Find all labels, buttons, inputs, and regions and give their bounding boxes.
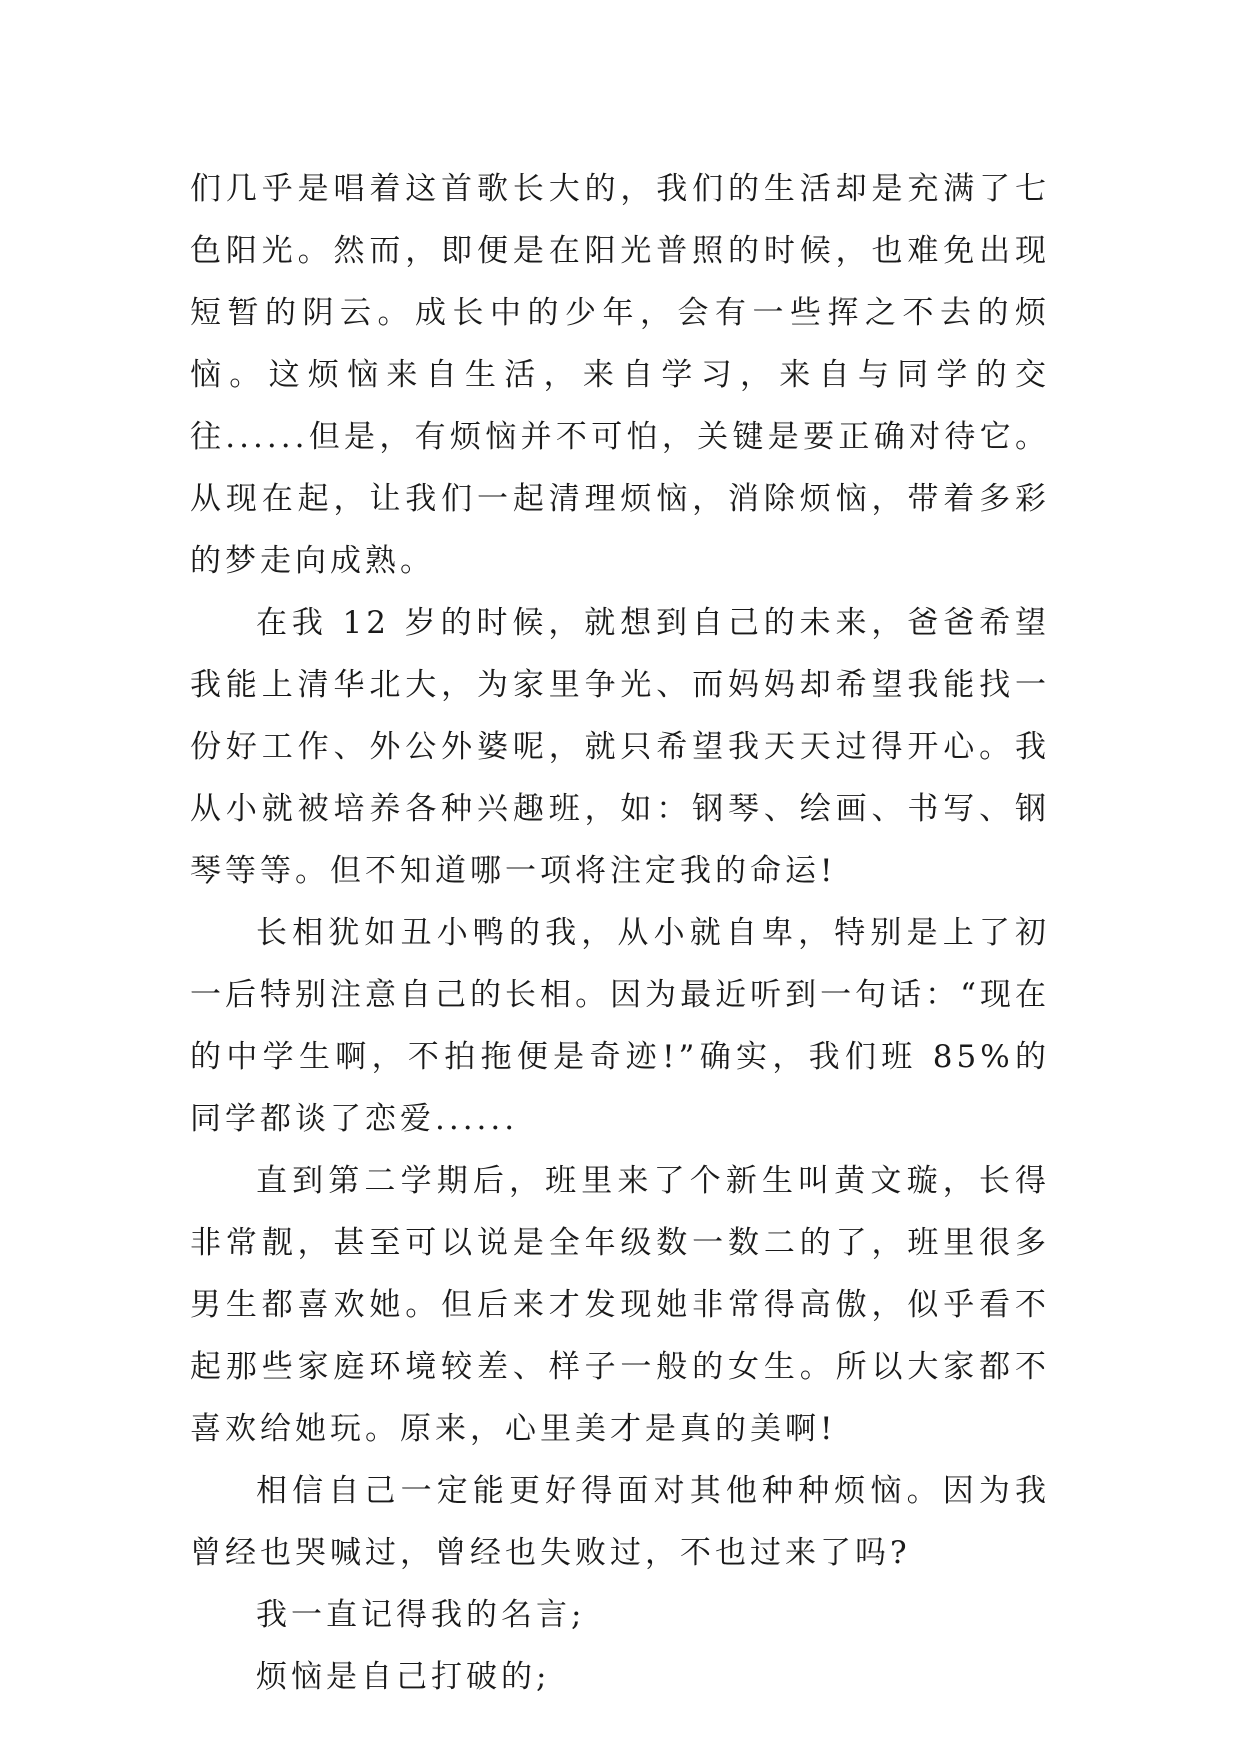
document-body	[190, 158, 1050, 1708]
paragraph-2: 在我 12 岁的时候，就想到自己的未来，爸爸希望我能上清华北大，为家里争光、而妈妈却希望我能找一份好工作、外公外婆呢，就只希望我天天过得开心。我从小就被培养各种兴趣班，如：钢琴、绘画、书写、钢琴等等。但不知道哪一项将注定我的命运!	[190, 605, 1050, 889]
paragraph-1: 们几乎是唱着这首歌长大的，我们的生活却是充满了七色阳光。然而，即便是在阳光普照的时候，也难免出现短暂的阴云。成长中的少年，会有一些挥之不去的烦恼。这烦恼来自生活，来自学习，来自与同学的交往......但是，有烦恼并不可怕，关键是要正确对待它。从现在起，让我们一起清理烦恼，消除烦恼，带着多彩的梦走向成熟。	[190, 171, 1050, 579]
paragraph-4: 直到第二学期后，班里来了个新生叫黄文璇，长得非常靓，甚至可以说是全年级数一数二的了，班里很多男生都喜欢她。但后来才发现她非常得高傲，似乎看不起那些家庭环境较差、样子一般的女生。所以大家都不喜欢给她玩。原来，心里美才是真的美啊!	[190, 1163, 1050, 1447]
paragraph-7: 烦恼是自己打破的;	[256, 1659, 551, 1695]
paragraph-6: 我一直记得我的名言;	[256, 1597, 586, 1633]
paragraph-3: 长相犹如丑小鸭的我，从小就自卑，特别是上了初一后特别注意自己的长相。因为最近听到一句话：“现在的中学生啊，不拍拖便是奇迹!”确实，我们班 85%的同学都谈了恋爱......	[190, 915, 1050, 1137]
paragraph-5: 相信自己一定能更好得面对其他种种烦恼。因为我曾经也哭喊过，曾经也失败过，不也过来了吗?	[190, 1473, 1050, 1571]
